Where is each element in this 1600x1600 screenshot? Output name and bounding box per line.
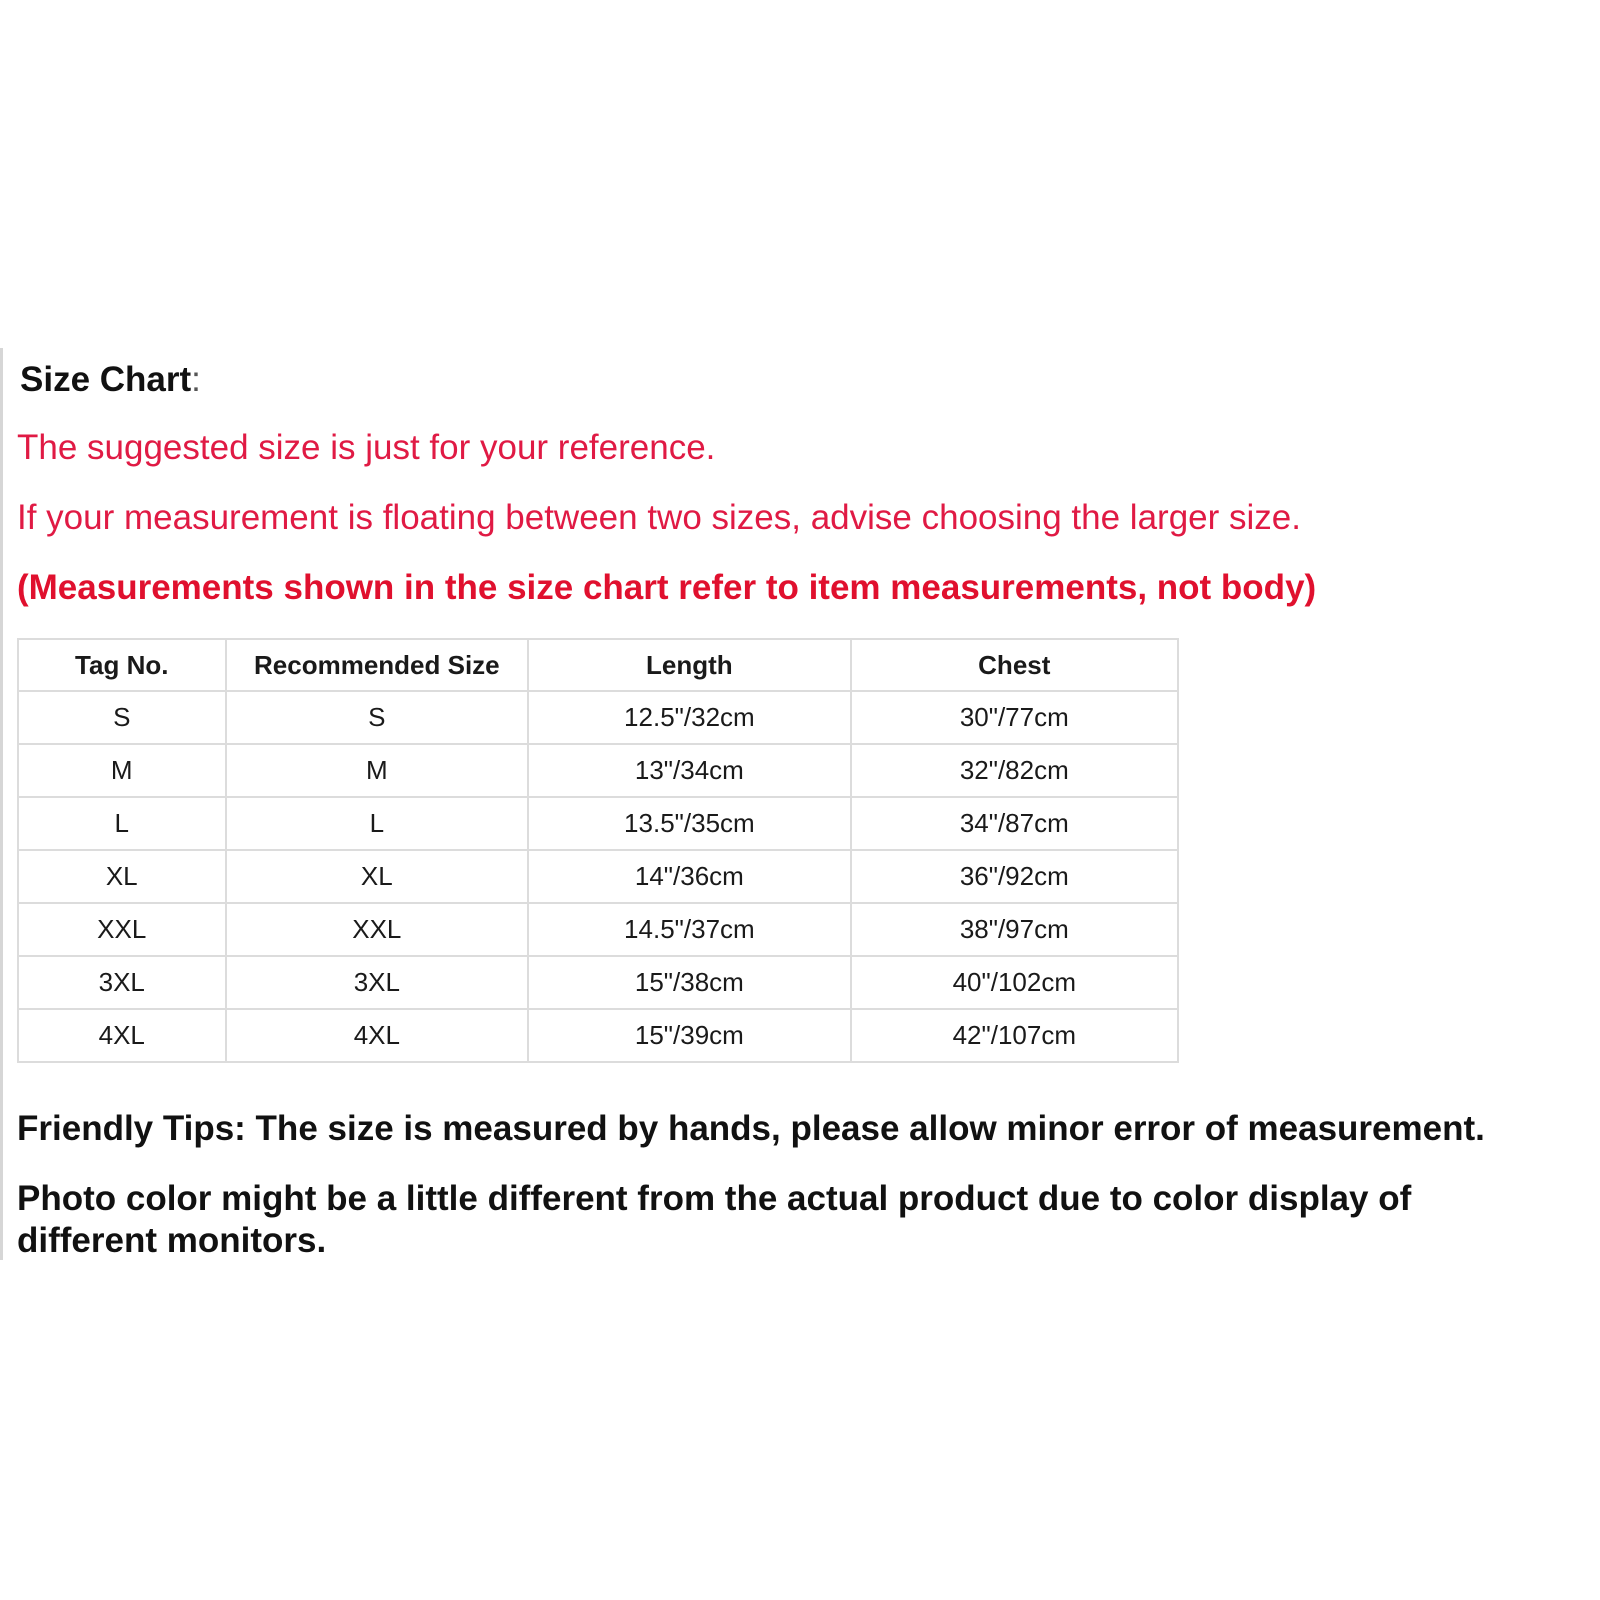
cell-recommended-size: M [226, 744, 529, 797]
cell-chest: 42"/107cm [851, 1009, 1178, 1062]
cell-length: 15"/39cm [528, 1009, 850, 1062]
cell-recommended-size: L [226, 797, 529, 850]
cell-tag-no: XXL [18, 903, 226, 956]
header-recommended-size: Recommended Size [226, 639, 529, 691]
reference-note: The suggested size is just for your reference. [17, 428, 716, 467]
size-chart-section [0, 348, 1590, 1260]
cell-tag-no: L [18, 797, 226, 850]
cell-recommended-size: 4XL [226, 1009, 529, 1062]
cell-tag-no: 4XL [18, 1009, 226, 1062]
table-row [18, 850, 1178, 903]
table-row [18, 797, 1178, 850]
table-row [18, 1009, 1178, 1062]
cell-recommended-size: 3XL [226, 956, 529, 1009]
header-tag-no: Tag No. [18, 639, 226, 691]
title-label: Size Chart [20, 360, 192, 399]
cell-chest: 34"/87cm [851, 797, 1178, 850]
table-header-row [18, 639, 1178, 691]
cell-length: 14.5"/37cm [528, 903, 850, 956]
cell-recommended-size: XXL [226, 903, 529, 956]
cell-tag-no: 3XL [18, 956, 226, 1009]
cell-chest: 38"/97cm [851, 903, 1178, 956]
cell-length: 13.5"/35cm [528, 797, 850, 850]
cell-chest: 30"/77cm [851, 691, 1178, 744]
cell-tag-no: M [18, 744, 226, 797]
cell-length: 13"/34cm [528, 744, 850, 797]
cell-recommended-size: XL [226, 850, 529, 903]
cell-tag-no: S [18, 691, 226, 744]
table-row [18, 903, 1178, 956]
header-length: Length [528, 639, 850, 691]
cell-length: 15"/38cm [528, 956, 850, 1009]
color-disclaimer: Photo color might be a little different from the actual product due to color display of different monitors. [17, 1179, 1412, 1260]
table-row [18, 956, 1178, 1009]
friendly-tip: Friendly Tips: The size is measured by hands, please allow minor error of measurement. [17, 1109, 1485, 1148]
between-sizes-note: If your measurement is floating between two sizes, advise choosing the larger size. [17, 498, 1301, 537]
cell-length: 12.5"/32cm [528, 691, 850, 744]
cell-recommended-size: S [226, 691, 529, 744]
title-colon: : [191, 360, 201, 399]
table-row [18, 744, 1178, 797]
measurement-disclaimer: (Measurements shown in the size chart refer to item measurements, not body) [17, 568, 1317, 607]
page-title [20, 360, 201, 400]
cell-chest: 32"/82cm [851, 744, 1178, 797]
cell-chest: 36"/92cm [851, 850, 1178, 903]
cell-length: 14"/36cm [528, 850, 850, 903]
cell-tag-no: XL [18, 850, 226, 903]
cell-chest: 40"/102cm [851, 956, 1178, 1009]
header-chest: Chest [851, 639, 1178, 691]
table-row [18, 691, 1178, 744]
size-table [17, 638, 1179, 1063]
